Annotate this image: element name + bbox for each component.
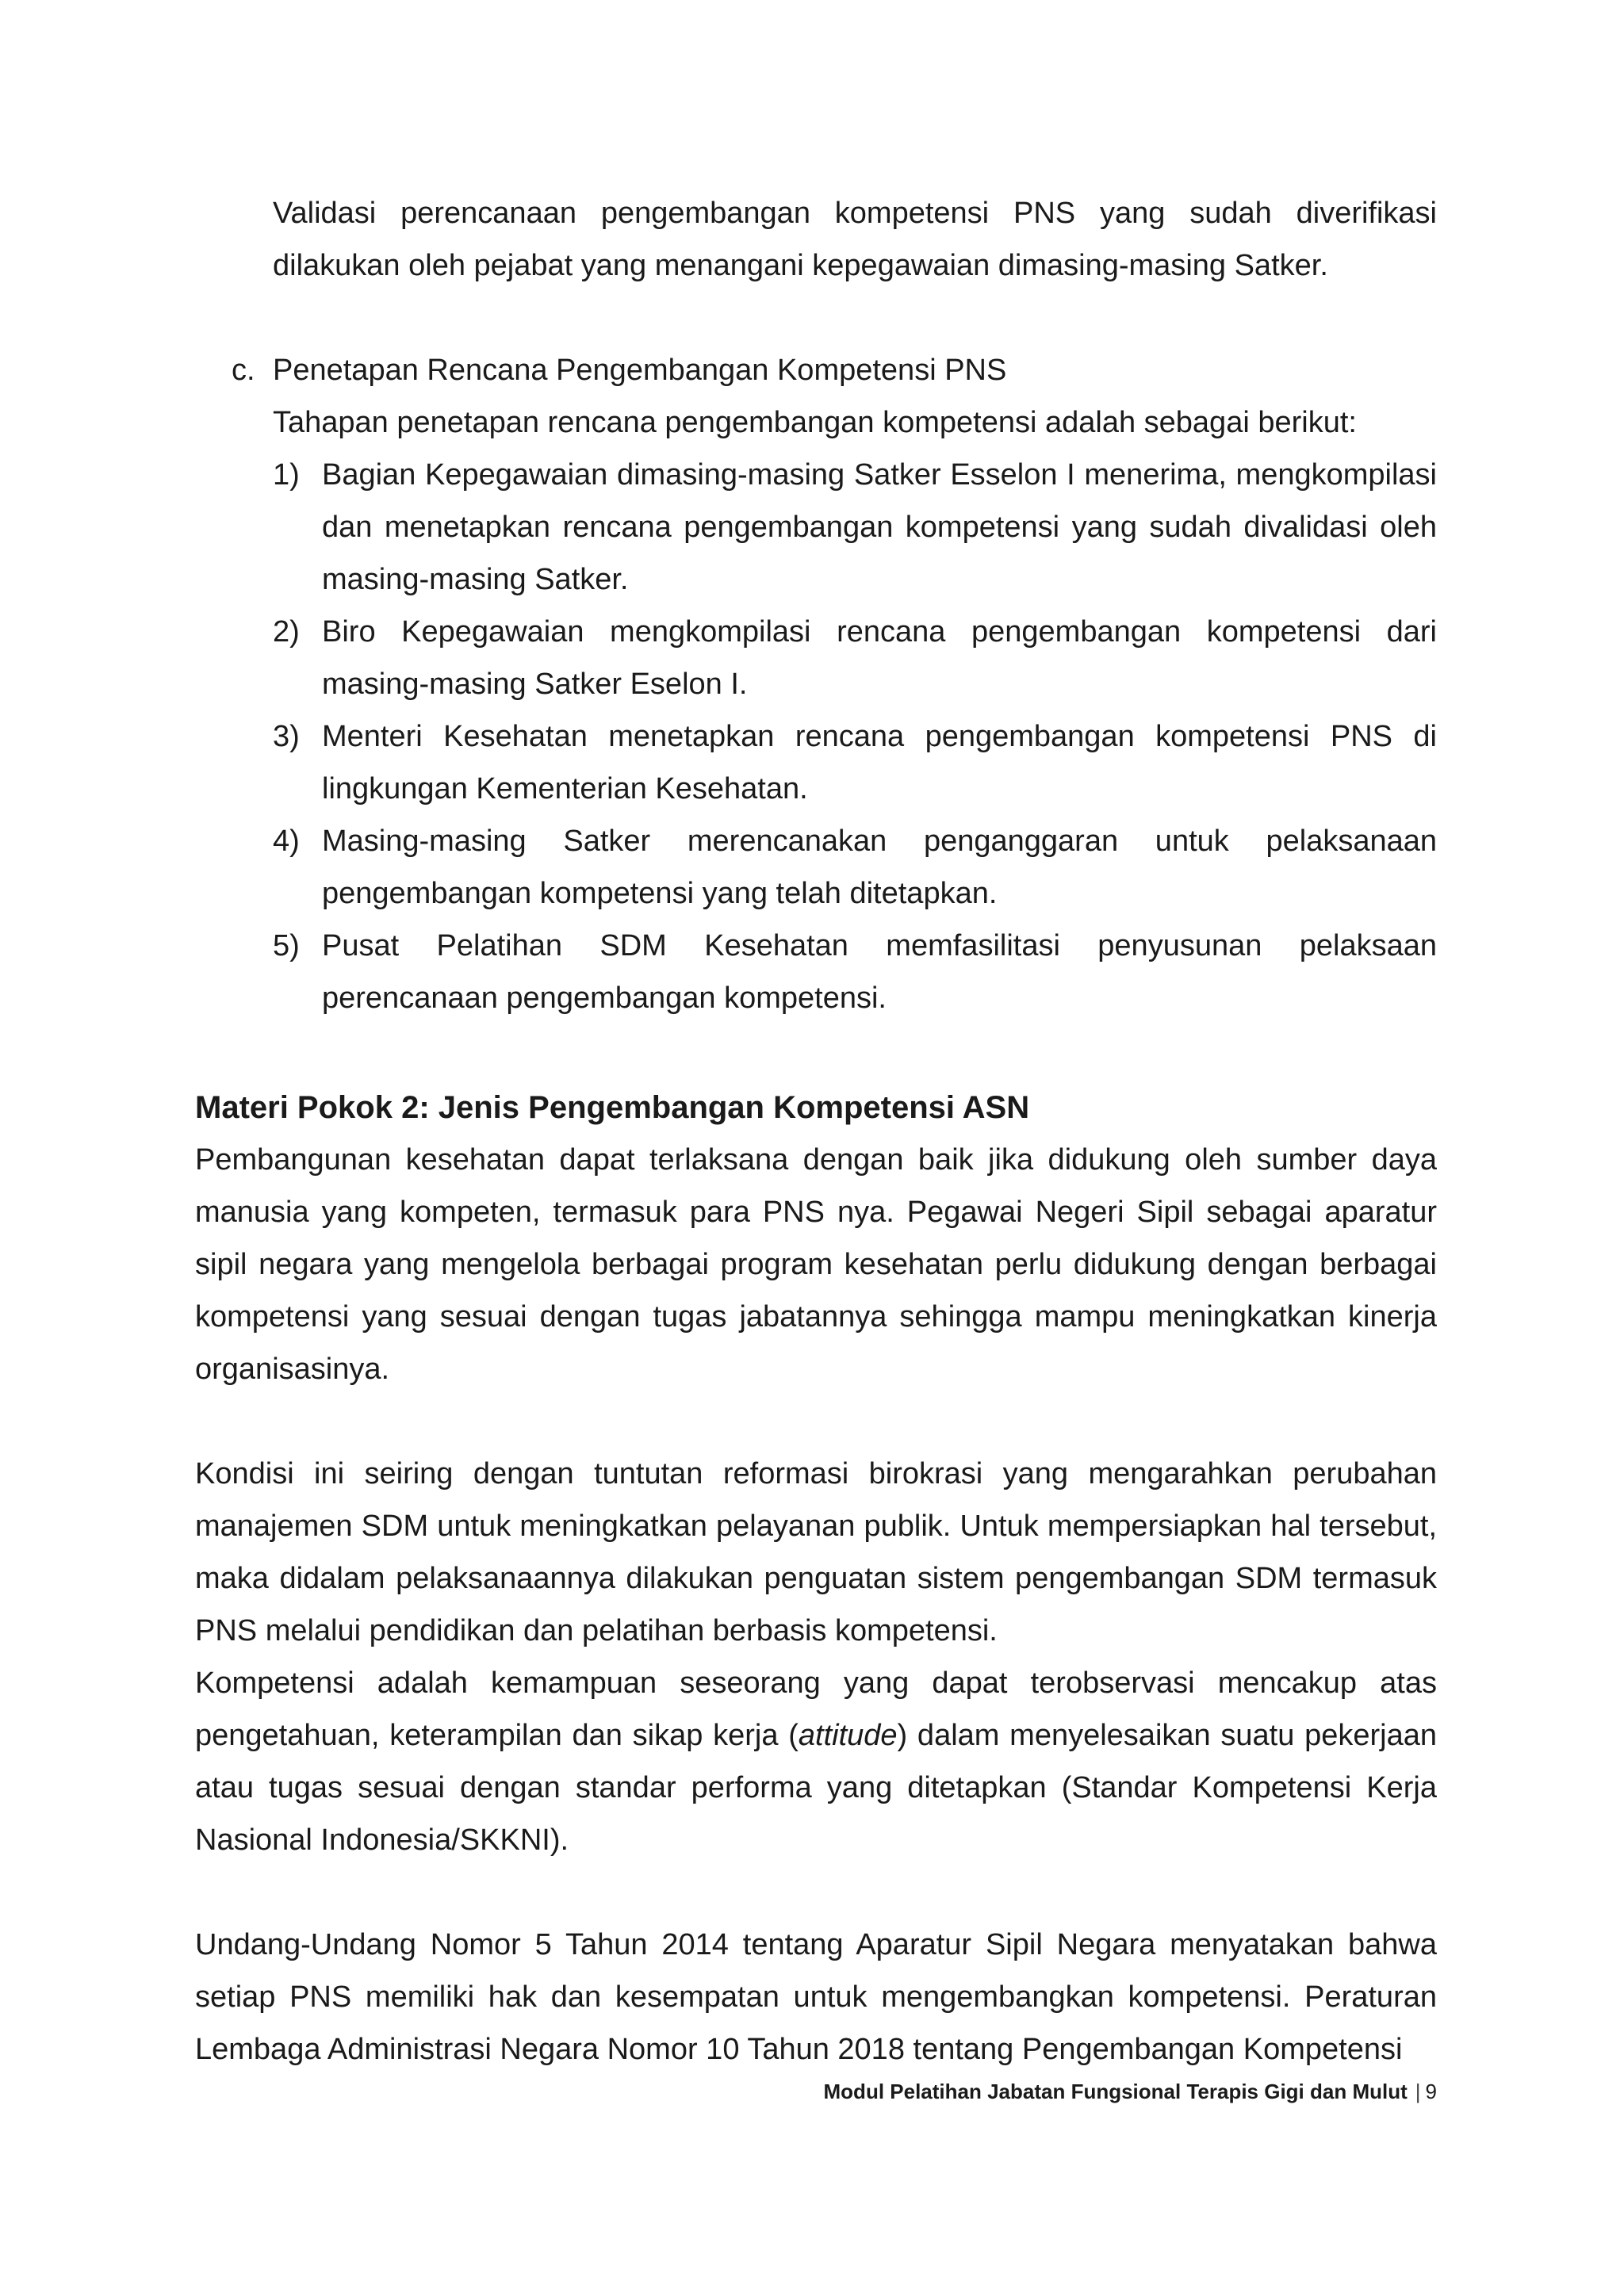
list-item — [273, 815, 1437, 920]
paragraph-1: Pembangunan kesehatan dapat terlaksana dengan baik jika didukung oleh sumber daya manusia yang kompeten, termasuk para PNS nya. Pegawai Negeri Sipil sebagai aparatur sipil negara yang mengelola berbagai program kesehatan perlu didukung dengan berbagai kompetensi yang sesuai dengan tugas jabatannya sehingga mampu meningkatkan kinerja organisasinya. — [195, 1143, 1437, 1386]
list-item-text: Biro Kepegawaian mengkompilasi rencana pengembangan kompetensi dari masing-masing Satker Eselon I. — [322, 615, 1437, 701]
list-item — [273, 920, 1437, 1024]
list-item-number: 1) — [273, 458, 300, 492]
list-item — [273, 449, 1437, 606]
list-item-number: 3) — [273, 720, 300, 753]
paragraph-3-end: ) dalam menyelesaikan suatu pekerjaan atau tugas sesuai dengan standar performa yang ditetapkan (Standar Kompetensi Kerja Nasional Indonesia/SKKNI). — [195, 1719, 1437, 1857]
list-item-number: 2) — [273, 615, 300, 649]
paragraph-3 — [195, 1657, 1437, 1866]
list-item-number: 5) — [273, 929, 300, 962]
section-c-marker: c. — [232, 354, 255, 387]
list-item — [273, 710, 1437, 815]
footer-separator: | — [1415, 2080, 1421, 2103]
section-heading: Materi Pokok 2: Jenis Pengembangan Kompetensi ASN — [195, 1090, 1030, 1125]
list-item-text: Bagian Kepegawaian dimasing-masing Satker Esselon I menerima, mengkompilasi dan menetapkan rencana pengembangan kompetensi yang sudah divalidasi oleh masing-masing Satker. — [322, 458, 1437, 596]
paragraph-4: Undang-Undang Nomor 5 Tahun 2014 tentang Aparatur Sipil Negara menyatakan bahwa setiap PNS memiliki hak dan kesempatan untuk mengembangkan kompetensi. Peraturan Lembaga Administrasi Negara Nomor 10 Tahun 2018 tentang Pengembangan Kompetensi — [195, 1928, 1437, 2066]
paragraph-2: Kondisi ini seiring dengan tuntutan reformasi birokrasi yang mengarahkan perubahan manajemen SDM untuk meningkatkan pelayanan publik. Untuk mempersiapkan hal tersebut, maka didalam pelaksanaannya dilakukan penguatan sistem pengembangan SDM termasuk PNS melalui pendidikan dan pelatihan berbasis kompetensi. — [195, 1457, 1437, 1647]
steps-list — [273, 449, 1437, 1024]
section-c-lead: Tahapan penetapan rencana pengembangan kompetensi adalah sebagai berikut: — [273, 406, 1357, 439]
intro-paragraph: Validasi perencanaan pengembangan kompetensi PNS yang sudah diverifikasi dilakukan oleh pejabat yang menangani kepegawaian dimasing-masing Satker. — [273, 197, 1437, 282]
paragraph-3-start: Kompetensi adalah kemampuan seseorang yang dapat terobservasi mencakup atas pengetahuan, keterampilan dan sikap kerja ( — [195, 1667, 1437, 1752]
section-c-title: Penetapan Rencana Pengembangan Kompetensi PNS — [273, 354, 1007, 387]
list-item-number: 4) — [273, 825, 300, 858]
page-content — [195, 187, 1437, 2076]
list-item-text: Menteri Kesehatan menetapkan rencana pengembangan kompetensi PNS di lingkungan Kementerian Kesehatan. — [322, 720, 1437, 806]
list-item — [273, 606, 1437, 710]
paragraph-3-italic: attitude — [798, 1719, 898, 1752]
page-number: 9 — [1425, 2080, 1437, 2103]
footer-title: Modul Pelatihan Jabatan Fungsional Terapis Gigi dan Mulut — [823, 2080, 1408, 2103]
list-item-text: Pusat Pelatihan SDM Kesehatan memfasilitasi penyusunan pelaksaan perencanaan pengembangan kompetensi. — [322, 929, 1437, 1015]
section-c — [195, 344, 1437, 1024]
page-footer — [195, 2076, 1437, 2107]
list-item-text: Masing-masing Satker merencanakan penganggaran untuk pelaksanaan pengembangan kompetensi yang telah ditetapkan. — [322, 825, 1437, 910]
